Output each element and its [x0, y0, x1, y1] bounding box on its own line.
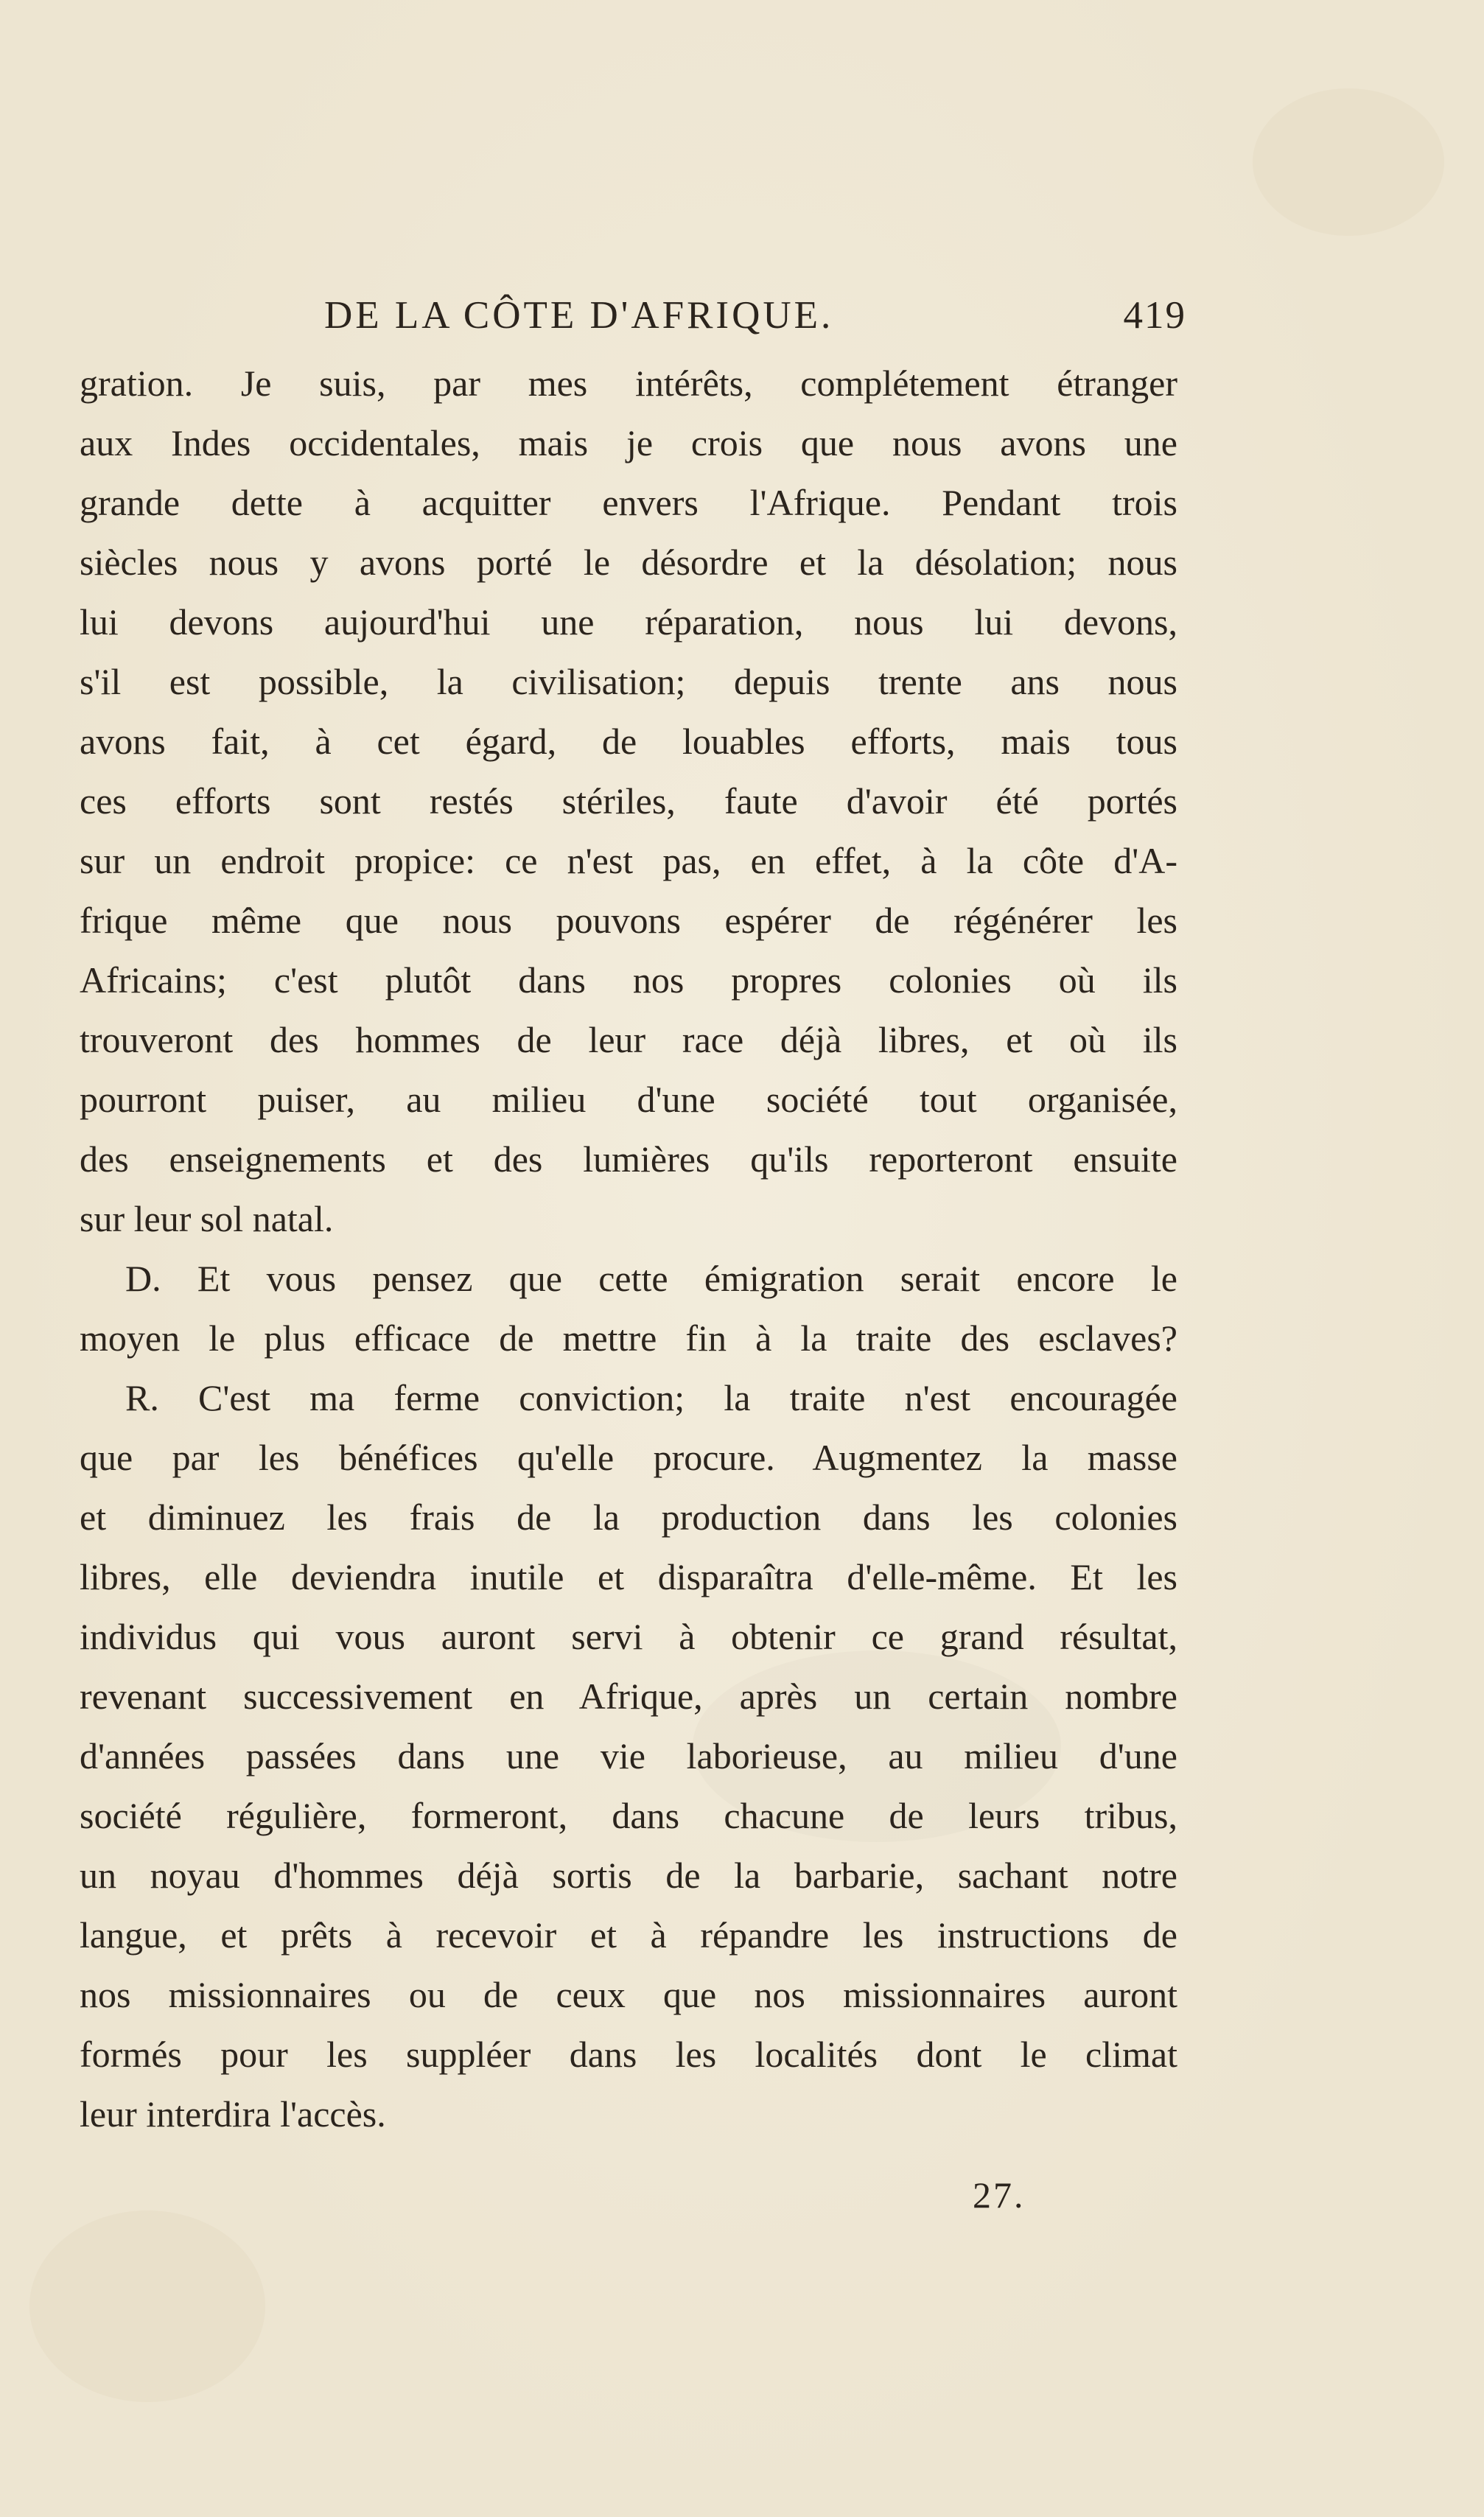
text-line: que par les bénéfices qu'elle procure. Augmentez la masse	[80, 1437, 1177, 1478]
text-line: leur interdira l'accès.	[80, 2093, 386, 2135]
text-line: d'années passées dans une vie laborieuse, au milieu d'une	[80, 1735, 1177, 1776]
signature-mark: 27.	[973, 2174, 1026, 2216]
text-line: siècles nous y avons porté le désordre et la désolation; nous	[80, 542, 1177, 583]
text-line: ces efforts sont restés stériles, faute d'avoir été portés	[80, 780, 1177, 822]
page-number: 419	[1123, 294, 1186, 337]
text-line: des enseignements et des lumières qu'ils reporteront ensuite	[80, 1138, 1177, 1180]
text-line: frique même que nous pouvons espérer de régénérer les	[80, 900, 1177, 941]
text-line: moyen le plus efficace de mettre fin à la traite des esclaves?	[80, 1317, 1177, 1359]
text-line: gration. Je suis, par mes intérêts, complétement étranger	[80, 363, 1177, 404]
text-line: libres, elle deviendra inutile et disparaîtra d'elle-même. Et les	[80, 1556, 1177, 1597]
text-line: revenant successivement en Afrique, après un certain nombre	[80, 1676, 1177, 1717]
text-line: sur un endroit propice: ce n'est pas, en effet, à la côte d'A-	[80, 840, 1177, 881]
text-line: société régulière, formeront, dans chacune de leurs tribus,	[80, 1795, 1177, 1836]
text-line: et diminuez les frais de la production dans les colonies	[80, 1496, 1177, 1538]
text-line: pourront puiser, au milieu d'une société tout organisée,	[80, 1079, 1177, 1120]
text-line: individus qui vous auront servi à obtenir ce grand résultat,	[80, 1616, 1177, 1657]
text-line: nos missionnaires ou de ceux que nos missionnaires auront	[80, 1974, 1177, 2015]
text-line: lui devons aujourd'hui une réparation, nous lui devons,	[80, 601, 1177, 643]
text-line: aux Indes occidentales, mais je crois que nous avons une	[80, 422, 1177, 463]
text-line: s'il est possible, la civilisation; depuis trente ans nous	[80, 661, 1177, 702]
paper-stain	[29, 2210, 265, 2402]
text-line: R. C'est ma ferme conviction; la traite n'est encouragée	[125, 1377, 1177, 1418]
text-line: un noyau d'hommes déjà sortis de la barbarie, sachant notre	[80, 1855, 1177, 1896]
paper-stain	[1253, 88, 1444, 236]
running-title: DE LA CÔTE D'AFRIQUE.	[324, 294, 834, 337]
text-line: formés pour les suppléer dans les localités dont le climat	[80, 2034, 1177, 2075]
text-line: D. Et vous pensez que cette émigration serait encore le	[125, 1258, 1177, 1299]
text-line: sur leur sol natal.	[80, 1198, 334, 1239]
text-line: avons fait, à cet égard, de louables efforts, mais tous	[80, 721, 1177, 762]
text-line: trouveront des hommes de leur race déjà libres, et où ils	[80, 1019, 1177, 1060]
text-line: Africains; c'est plutôt dans nos propres colonies où ils	[80, 959, 1177, 1001]
text-line: langue, et prêts à recevoir et à répandre les instructions de	[80, 1914, 1177, 1956]
running-header	[317, 293, 1186, 345]
text-line: grande dette à acquitter envers l'Afrique. Pendant trois	[80, 482, 1177, 523]
